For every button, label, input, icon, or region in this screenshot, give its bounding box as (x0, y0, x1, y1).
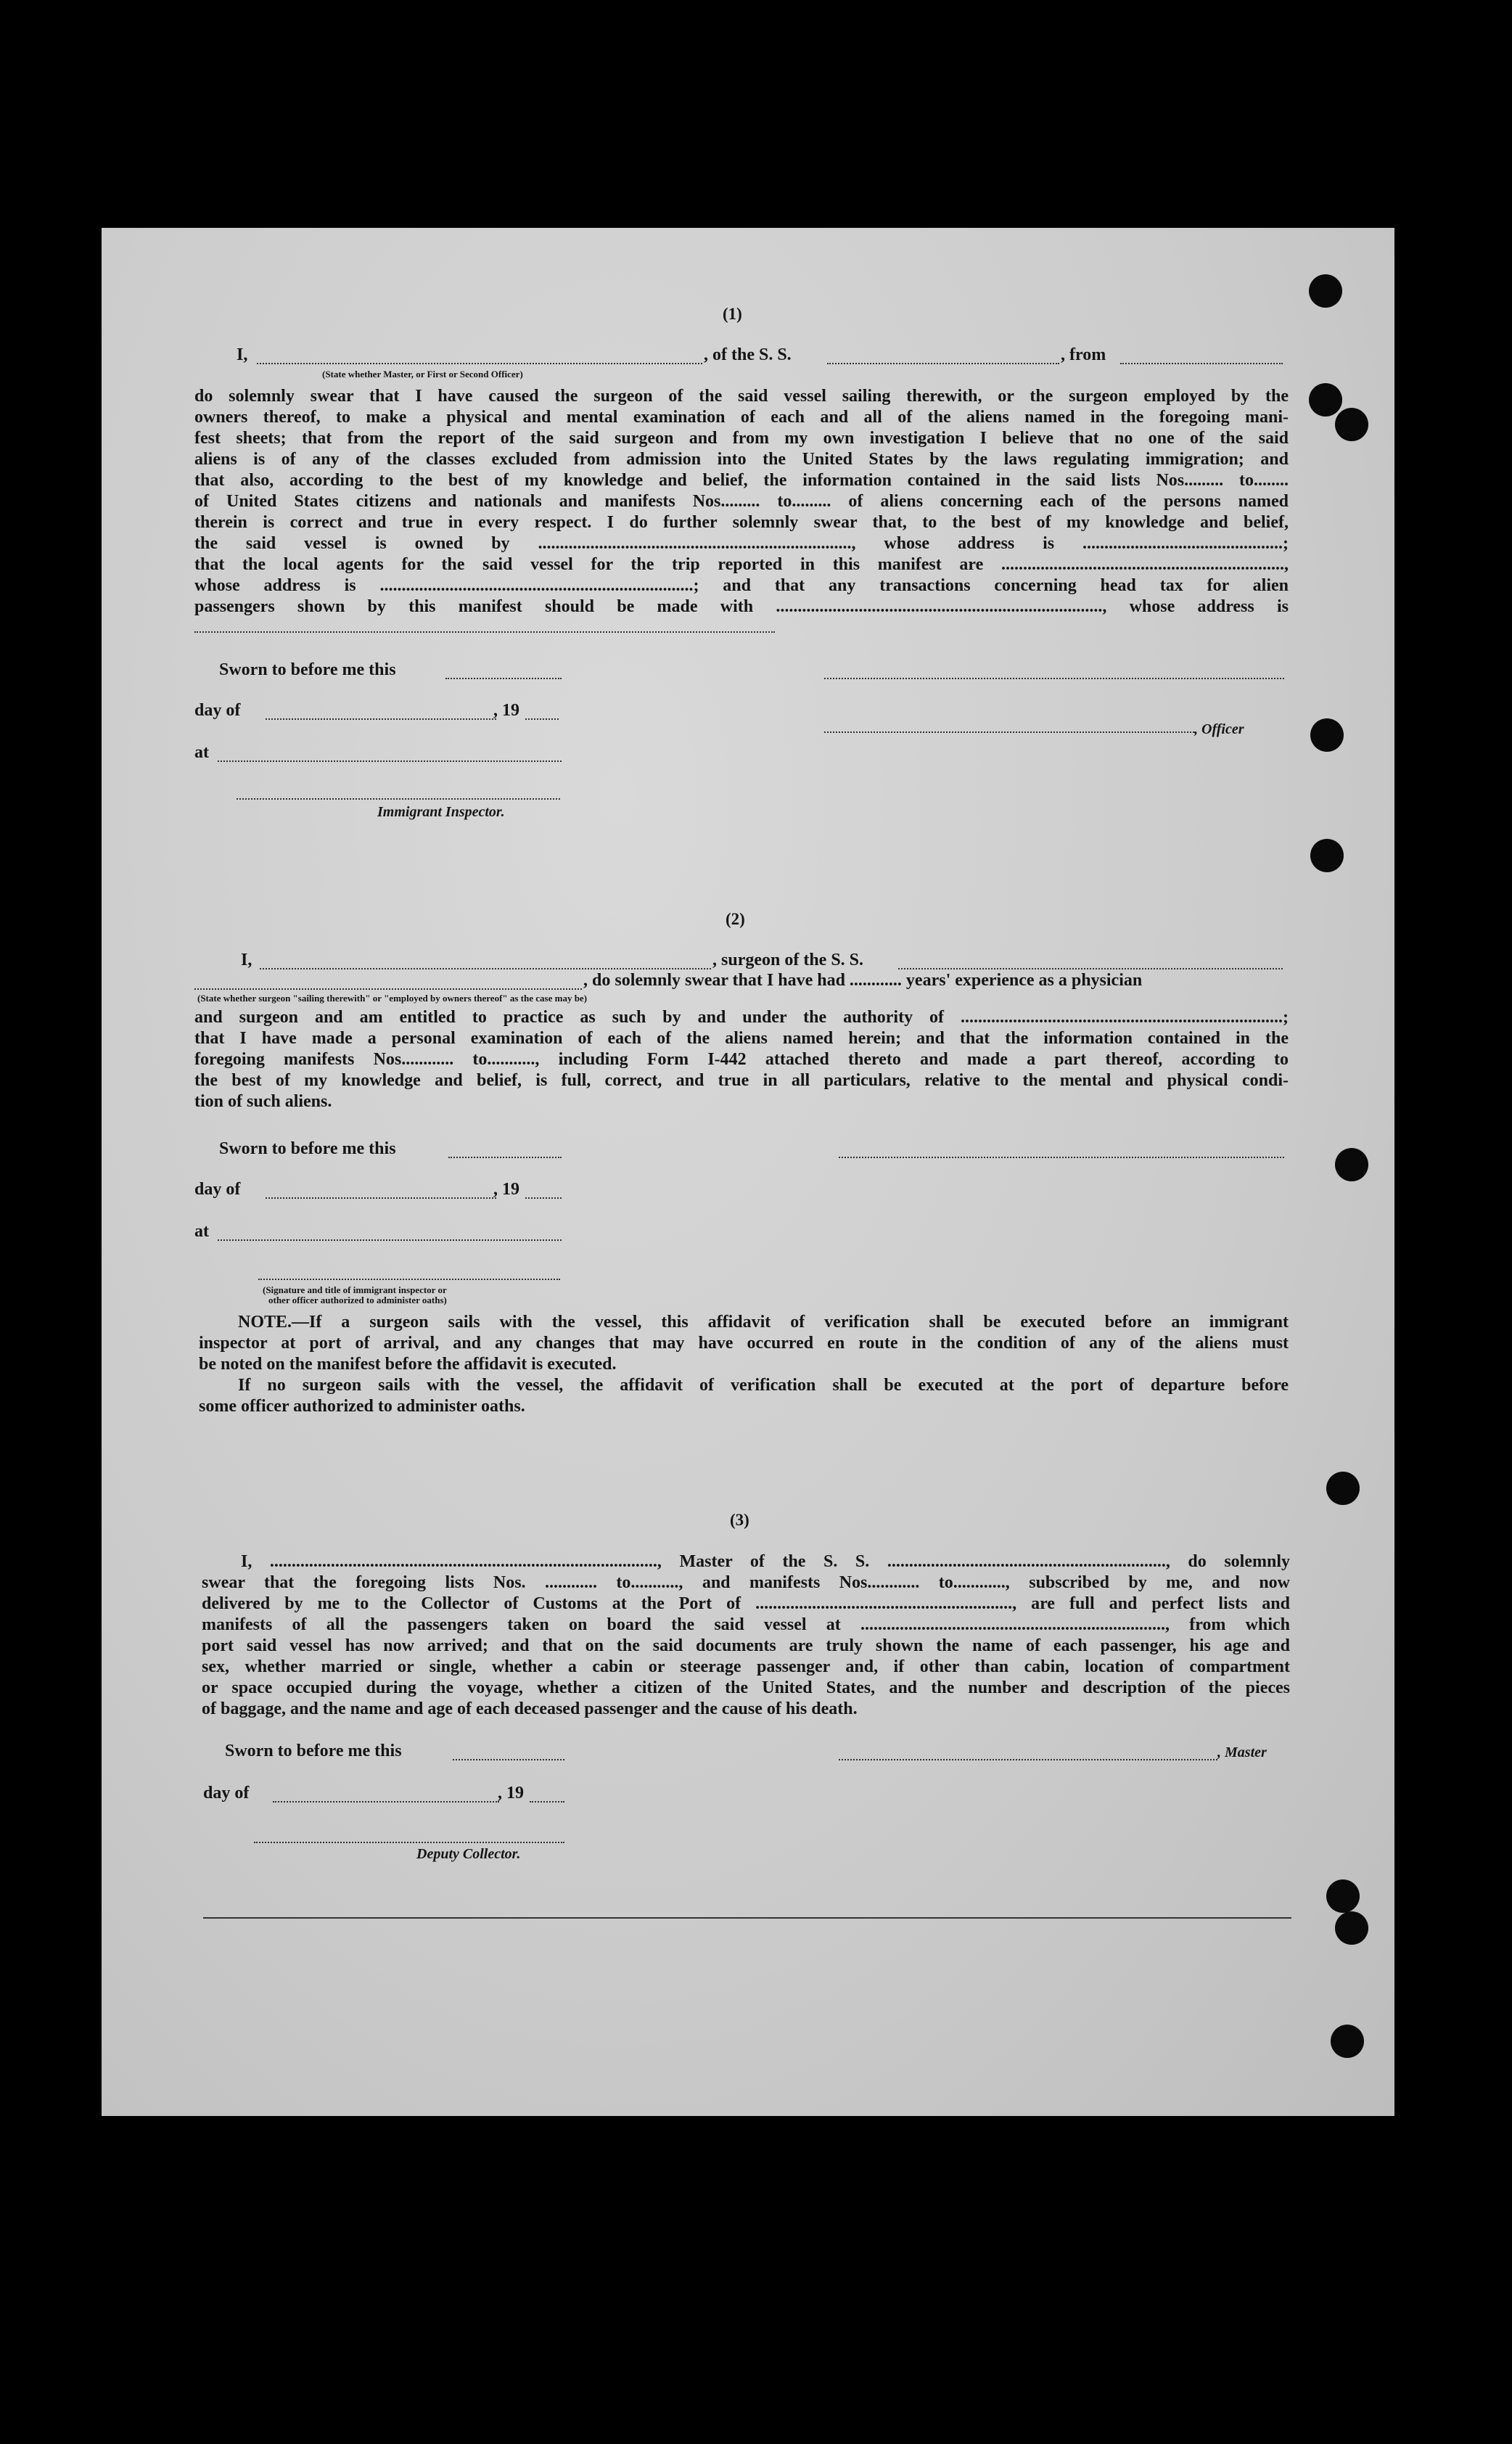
punch-hole (1326, 1879, 1360, 1913)
section-3-master: , Master (1217, 1744, 1267, 1760)
section-1-line1-left: I, (237, 345, 248, 364)
note-text-line: some officer authorized to administer oaths. (199, 1397, 525, 1416)
section-3-year: , 19 (498, 1784, 524, 1803)
field-officer-signature (824, 731, 1194, 733)
section-2-signature-caption: (Signature and title of immigrant inspector or (263, 1284, 447, 1295)
section-1-text-line: the said vessel is owned by ........................................................................, whose address is ..............................................; (194, 534, 1289, 553)
section-2-text-line: that I have made a personal examination of each of the aliens named herein; and that the information contained in the (194, 1029, 1289, 1048)
field-year-2 (525, 1197, 562, 1199)
field-surgeon-vessel (898, 968, 1283, 969)
section-1-day-of: day of (194, 701, 241, 720)
section-1-paragraph (194, 386, 1289, 618)
section-2-number: (2) (726, 910, 745, 928)
field-year (525, 718, 559, 720)
field-sworn-date-3 (453, 1759, 564, 1760)
section-2-line1-left: I, (241, 951, 252, 969)
field-vessel-name (827, 363, 1059, 364)
section-3-text-line: port said vessel has now arrived; and that on the said documents are truly shown the name of each passenger, his age and (202, 1636, 1290, 1655)
section-3-text-line: I, ........................................................................................., Master of the S. S. ................................................................, do solemnly (241, 1552, 1290, 1571)
punch-hole (1309, 383, 1342, 417)
note-text-line: If no surgeon sails with the vessel, the affidavit of verification shall be executed at the port of departure before (238, 1376, 1289, 1395)
section-1-at: at (194, 743, 209, 762)
section-3-text-line: of baggage, and the name and age of each deceased passenger and the cause of his death. (202, 1699, 858, 1718)
section-3-paragraph (202, 1551, 1290, 1720)
note-text-line: be noted on the manifest before the affidavit is executed. (199, 1355, 617, 1374)
section-1-number: (1) (723, 305, 742, 323)
field-officer-rank (257, 363, 702, 364)
section-1-caption: (State whether Master, or First or Second Officer) (322, 369, 523, 380)
field-place-2 (218, 1239, 562, 1241)
field-day-3 (273, 1801, 499, 1803)
section-1-officer: , Officer (1194, 721, 1244, 737)
bottom-rule (203, 1917, 1291, 1919)
section-2-year: , 19 (493, 1180, 519, 1199)
section-2-text-line: the best of my knowledge and belief, is full, correct, and true in all particulars, relative to the mental and physical condi- (194, 1071, 1289, 1090)
section-2-line1-right: , surgeon of the S. S. (712, 951, 864, 969)
section-1-text-line: do solemnly swear that I have caused the surgeon of the said vessel sailing therewith, or the surgeon employed by the (194, 387, 1289, 406)
section-3-number: (3) (730, 1511, 749, 1529)
section-1-line1-mid: , of the S. S. (704, 345, 792, 364)
section-3-deputy: Deputy Collector. (416, 1846, 521, 1862)
section-3-text-line: sex, whether married or single, whether a cabin or steerage passenger and, if other than cabin, location of compartment (202, 1657, 1290, 1676)
section-2-caption: (State whether surgeon "sailing therewith" or "employed by owners thereof" as the case may be) (197, 993, 588, 1004)
field-deputy-signature (254, 1842, 564, 1843)
field-master-signature (839, 1759, 1217, 1760)
field-inspector-signature (237, 798, 560, 800)
section-2-paragraph (194, 1007, 1289, 1112)
field-day (266, 718, 496, 720)
punch-hole (1310, 839, 1344, 872)
field-year-3 (530, 1801, 564, 1803)
section-2-at: at (194, 1222, 209, 1241)
section-3-day-of: day of (203, 1784, 250, 1803)
section-3-text-line: swear that the foregoing lists Nos. ............ to..........., and manifests Nos............ to............, subscribed by me, and now (202, 1573, 1290, 1592)
punch-hole (1310, 718, 1344, 752)
field-surgeon-type (194, 988, 582, 990)
section-1-text-line: that also, according to the best of my knowledge and belief, the information contained in the said lists Nos......... to........ (194, 471, 1289, 490)
section-2-line2-right: , do solemnly swear that I have had ............ years' experience as a physician (583, 971, 1143, 990)
section-1-sworn: Sworn to before me this (219, 660, 396, 679)
section-3-text-line: manifests of all the passengers taken on board the said vessel at ......................................................................, from which (202, 1615, 1290, 1634)
section-1-line1-right: , from (1061, 345, 1106, 364)
section-3-sworn: Sworn to before me this (225, 1742, 402, 1760)
section-1-text-line: passengers shown by this manifest should be made with ..........................................................................., whose address is (194, 597, 1289, 616)
field-place (218, 760, 562, 762)
section-1-text-line: aliens is of any of the classes excluded from admission into the United States by the laws regulating immigration; and (194, 450, 1289, 469)
punch-hole (1309, 274, 1342, 308)
section-1-text-line: fest sheets; that from the report of the said surgeon and from my own investigation I believe that no one of the said (194, 429, 1289, 448)
section-1-inspector: Immigrant Inspector. (377, 804, 505, 820)
section-2-text-line: and surgeon and am entitled to practice as such by and under the authority of ..........................................................................; (194, 1008, 1289, 1027)
field-from-port (1120, 363, 1283, 364)
section-1-text-line: therein is correct and true in every respect. I do further solemnly swear that, to the best of my knowledge and belief, (194, 513, 1289, 532)
field-surgeon-signature (839, 1157, 1284, 1158)
note-label: NOTE. (238, 1313, 292, 1332)
field-address-continued (194, 631, 775, 633)
punch-hole (1335, 1911, 1368, 1945)
section-2-sworn: Sworn to before me this (219, 1139, 396, 1158)
note-text-line: inspector at port of arrival, and any changes that may have occurred en route in the condition of any of the aliens must (199, 1334, 1289, 1353)
field-officer-signature-top (824, 678, 1284, 679)
note-block (199, 1312, 1289, 1417)
field-day-2 (266, 1197, 496, 1199)
field-sworn-date-2 (448, 1157, 562, 1158)
section-1-text-line: of United States citizens and nationals and manifests Nos......... to......... of aliens concerning each of the persons named (194, 492, 1289, 511)
section-2-day-of: day of (194, 1180, 241, 1199)
section-1-text-line: owners thereof, to make a physical and mental examination of each and all of the aliens named in the foregoing mani- (194, 408, 1289, 427)
section-2-text-line: tion of such aliens. (194, 1092, 332, 1111)
section-1-year: , 19 (493, 701, 519, 720)
note-text-line: NOTE.—If a surgeon sails with the vessel, this affidavit of verification shall be executed before an immigrant (238, 1313, 1289, 1332)
punch-hole (1326, 1472, 1360, 1505)
section-1-text-line: that the local agents for the said vessel for the trip reported in this manifest are ................................................................., (194, 555, 1289, 574)
field-sworn-date (445, 678, 562, 679)
section-2-text-line: foregoing manifests Nos............ to..........., including Form I-442 attached thereto and made a part thereof, according to (194, 1050, 1289, 1069)
section-2-signature-caption: other officer authorized to administer oaths) (268, 1295, 447, 1305)
section-1-text-line: whose address is ........................................................................; and that any transactions concerning head tax for alien (194, 576, 1289, 595)
document-page (102, 228, 1394, 2116)
section-3-text-line: delivered by me to the Collector of Customs at the Port of ..........................................................., are full and perfect lists and (202, 1594, 1290, 1613)
punch-hole (1335, 408, 1368, 441)
field-signature-2 (258, 1279, 560, 1280)
punch-hole (1331, 2025, 1364, 2058)
section-3-text-line: or space occupied during the voyage, whether a citizen of the United States, and the number and description of the pieces (202, 1678, 1290, 1697)
field-surgeon-name (260, 968, 711, 969)
punch-hole (1335, 1148, 1368, 1181)
